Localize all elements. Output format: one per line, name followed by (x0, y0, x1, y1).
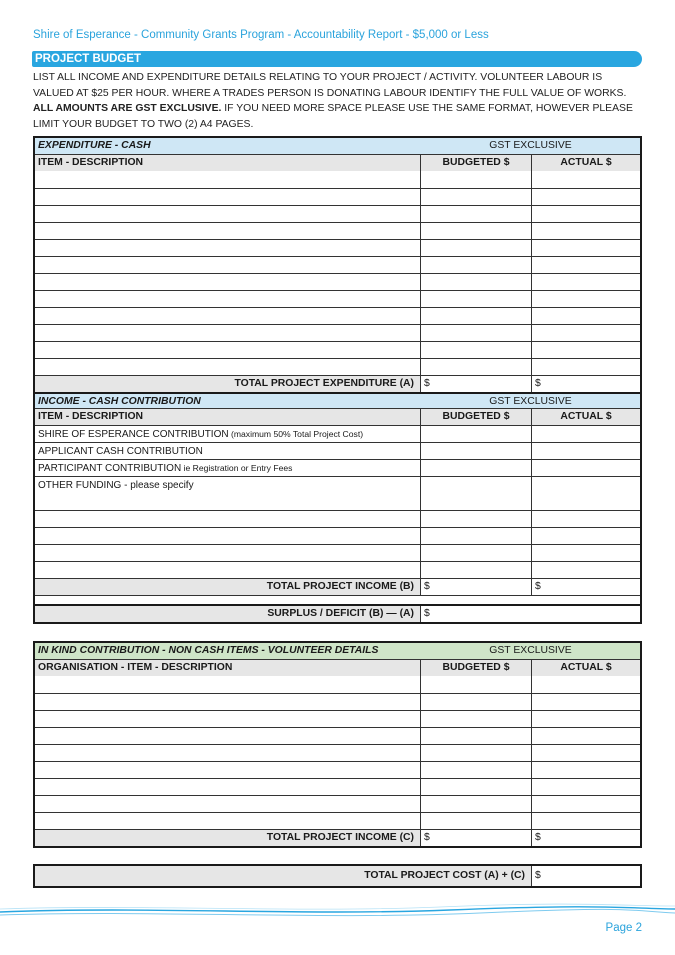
item-cell[interactable] (35, 223, 421, 239)
expenditure-total-budgeted[interactable]: $ (421, 376, 532, 392)
item-cell[interactable] (35, 171, 421, 188)
col-budgeted: BUDGETED $ (421, 660, 532, 676)
page-number: Page 2 (605, 922, 642, 934)
item-cell[interactable] (35, 493, 421, 510)
actual-cell[interactable] (532, 779, 640, 795)
income-item-label (35, 426, 421, 442)
inkind-row (35, 778, 640, 795)
expenditure-row (35, 290, 640, 307)
budgeted-cell[interactable] (421, 711, 532, 727)
inkind-total-row (35, 829, 640, 846)
budgeted-cell[interactable] (421, 240, 532, 256)
expenditure-row (35, 188, 640, 205)
income-row (35, 476, 640, 493)
inkind-column-header (35, 659, 640, 676)
expenditure-row (35, 358, 640, 375)
instructions-part2: IF YOU NEED MORE SPACE PLEASE USE THE SAME FORMAT, HOWEVER PLEASE LIMIT YOUR BUDGET TO TWO (2) A4 PAGES. (33, 103, 633, 130)
inkind-title-row (35, 643, 640, 659)
item-cell[interactable] (35, 511, 421, 527)
income-column-header (35, 408, 640, 425)
actual-cell[interactable] (532, 325, 640, 341)
budgeted-cell[interactable] (421, 426, 532, 442)
budgeted-cell[interactable] (421, 493, 532, 510)
inkind-row (35, 727, 640, 744)
income-row (35, 425, 640, 442)
expenditure-total-actual[interactable]: $ (532, 376, 640, 392)
instructions-bold: ALL AMOUNTS ARE GST EXCLUSIVE. (33, 103, 222, 114)
budgeted-cell[interactable] (421, 728, 532, 744)
inkind-row (35, 710, 640, 727)
actual-cell[interactable] (532, 426, 640, 442)
document-header: Shire of Esperance - Community Grants Program - Accountability Report - $5,000 or Less (33, 29, 489, 41)
budgeted-cell[interactable] (421, 291, 532, 307)
income-item-label (35, 443, 421, 459)
budgeted-cell[interactable] (421, 460, 532, 476)
total-cost-value[interactable]: $ (532, 866, 640, 886)
actual-cell[interactable] (532, 274, 640, 290)
gst-label: GST EXCLUSIVE (489, 396, 572, 407)
budgeted-cell[interactable] (421, 325, 532, 341)
item-cell[interactable] (35, 745, 421, 761)
item-cell[interactable] (35, 796, 421, 812)
spacer-row (35, 595, 640, 604)
income-row (35, 493, 640, 510)
inkind-row (35, 761, 640, 778)
actual-cell[interactable] (532, 694, 640, 710)
item-cell[interactable] (35, 545, 421, 561)
section-title: PROJECT BUDGET (32, 51, 642, 67)
gst-label: GST EXCLUSIVE (489, 140, 572, 151)
item-cell[interactable] (35, 813, 421, 829)
expenditure-row (35, 205, 640, 222)
budgeted-cell[interactable] (421, 189, 532, 205)
item-cell[interactable] (35, 728, 421, 744)
budgeted-cell[interactable] (421, 676, 532, 693)
surplus-row (35, 604, 640, 622)
actual-cell[interactable] (532, 443, 640, 459)
actual-cell[interactable] (532, 359, 640, 375)
actual-cell[interactable] (532, 493, 640, 510)
col-item: ITEM - DESCRIPTION (35, 155, 421, 171)
instructions-part1: LIST ALL INCOME AND EXPENDITURE DETAILS RELATING TO YOUR PROJECT / ACTIVITY. VOLUNTEER LABOUR IS VALUED AT $25 PER HOUR. WHERE A TRADES PERSON IS DONATING LABOUR IDENTIFY THE FULL VALUE OF WORKS. (33, 72, 627, 99)
actual-cell[interactable] (532, 460, 640, 476)
actual-cell[interactable] (532, 528, 640, 544)
budgeted-cell[interactable] (421, 528, 532, 544)
decorative-waves (0, 900, 675, 924)
item-cell[interactable] (35, 274, 421, 290)
expenditure-row (35, 324, 640, 341)
expenditure-column-header (35, 154, 640, 171)
inkind-row (35, 795, 640, 812)
income-title: INCOME - CASH CONTRIBUTION (38, 396, 201, 407)
actual-cell[interactable] (532, 676, 640, 693)
col-actual: ACTUAL $ (560, 411, 612, 422)
expenditure-row (35, 222, 640, 239)
item-cell[interactable] (35, 325, 421, 341)
income-item-main: APPLICANT CASH CONTRIBUTION (38, 446, 203, 457)
actual-cell[interactable] (532, 291, 640, 307)
income-row (35, 544, 640, 561)
budgeted-cell[interactable] (421, 545, 532, 561)
inkind-row (35, 676, 640, 693)
item-cell[interactable] (35, 342, 421, 358)
income-total-label: TOTAL PROJECT INCOME (B) (35, 579, 421, 595)
actual-cell[interactable] (532, 728, 640, 744)
budgeted-cell[interactable] (421, 257, 532, 273)
budgeted-cell[interactable] (421, 206, 532, 222)
inkind-total-budgeted[interactable]: $ (421, 830, 532, 846)
inkind-row (35, 693, 640, 710)
actual-cell[interactable] (532, 745, 640, 761)
col-actual: ACTUAL $ (560, 157, 612, 168)
actual-cell[interactable] (532, 240, 640, 256)
expenditure-total-row (35, 375, 640, 392)
actual-cell[interactable] (532, 171, 640, 188)
actual-cell[interactable] (532, 308, 640, 324)
item-cell[interactable] (35, 779, 421, 795)
item-cell[interactable] (35, 291, 421, 307)
income-total-actual[interactable]: $ (532, 579, 640, 595)
budgeted-cell[interactable] (421, 562, 532, 578)
inkind-row (35, 812, 640, 829)
budgeted-cell[interactable] (421, 171, 532, 188)
budgeted-cell[interactable] (421, 342, 532, 358)
income-title-row (35, 392, 640, 408)
item-cell[interactable] (35, 308, 421, 324)
item-cell[interactable] (35, 711, 421, 727)
item-cell[interactable] (35, 562, 421, 578)
total-cost-label: TOTAL PROJECT COST (A) + (C) (35, 866, 532, 886)
income-row (35, 442, 640, 459)
expenditure-row (35, 273, 640, 290)
actual-cell[interactable] (532, 189, 640, 205)
budgeted-cell[interactable] (421, 796, 532, 812)
total-project-cost (33, 864, 642, 888)
budgeted-cell[interactable] (421, 274, 532, 290)
surplus-value[interactable]: $ (421, 606, 640, 622)
income-row (35, 459, 640, 476)
income-total-budgeted[interactable]: $ (421, 579, 532, 595)
inkind-row (35, 744, 640, 761)
item-cell[interactable] (35, 359, 421, 375)
budgeted-cell[interactable] (421, 762, 532, 778)
item-cell[interactable] (35, 528, 421, 544)
actual-cell[interactable] (532, 206, 640, 222)
inkind-total-actual[interactable]: $ (532, 830, 640, 846)
col-item: ITEM - DESCRIPTION (35, 409, 421, 425)
expenditure-row (35, 307, 640, 324)
actual-cell[interactable] (532, 562, 640, 578)
actual-cell[interactable] (532, 796, 640, 812)
budgeted-cell[interactable] (421, 477, 532, 493)
actual-cell[interactable] (532, 342, 640, 358)
expenditure-row (35, 256, 640, 273)
actual-cell[interactable] (532, 711, 640, 727)
expenditure-title-row (35, 138, 640, 154)
expenditure-row (35, 239, 640, 256)
expenditure-title: EXPENDITURE - CASH (38, 140, 151, 151)
income-row (35, 510, 640, 527)
budgeted-cell[interactable] (421, 511, 532, 527)
budgeted-cell[interactable] (421, 308, 532, 324)
actual-cell[interactable] (532, 813, 640, 829)
actual-cell[interactable] (532, 511, 640, 527)
item-cell[interactable] (35, 762, 421, 778)
income-item-main: OTHER FUNDING - please specify (38, 480, 194, 491)
income-item-note: (maximum 50% Total Project Cost) (228, 429, 364, 439)
col-budgeted: BUDGETED $ (421, 155, 532, 171)
surplus-label: SURPLUS / DEFICIT (B) — (A) (35, 606, 421, 622)
actual-cell[interactable] (532, 545, 640, 561)
income-total-row (35, 578, 640, 595)
budgeted-cell[interactable] (421, 745, 532, 761)
income-row (35, 527, 640, 544)
income-item-note: ie Registration or Entry Fees (181, 463, 293, 473)
budgeted-cell[interactable] (421, 813, 532, 829)
budgeted-cell[interactable] (421, 779, 532, 795)
inkind-total-label: TOTAL PROJECT INCOME (C) (35, 830, 421, 846)
instructions-text (33, 70, 645, 132)
item-cell[interactable] (35, 206, 421, 222)
actual-cell[interactable] (532, 257, 640, 273)
income-item-label (35, 477, 421, 493)
income-row (35, 561, 640, 578)
budgeted-cell[interactable] (421, 694, 532, 710)
income-item-main: PARTICIPANT CONTRIBUTION (38, 463, 182, 474)
inkind-title: IN KIND CONTRIBUTION - NON CASH ITEMS - VOLUNTEER DETAILS (38, 645, 379, 656)
item-cell[interactable] (35, 240, 421, 256)
item-cell[interactable] (35, 189, 421, 205)
col-org-item: ORGANISATION - ITEM - DESCRIPTION (35, 660, 421, 676)
budgeted-cell[interactable] (421, 443, 532, 459)
actual-cell[interactable] (532, 477, 640, 493)
col-budgeted: BUDGETED $ (421, 409, 532, 425)
budgeted-cell[interactable] (421, 223, 532, 239)
income-item-label (35, 460, 421, 476)
income-item-main: SHIRE OF ESPERANCE CONTRIBUTION (38, 429, 229, 440)
expenditure-row (35, 171, 640, 188)
budget-table (33, 136, 642, 624)
item-cell[interactable] (35, 676, 421, 693)
expenditure-row (35, 341, 640, 358)
inkind-table (33, 641, 642, 848)
col-actual: ACTUAL $ (560, 662, 612, 673)
actual-cell[interactable] (532, 762, 640, 778)
expenditure-total-label: TOTAL PROJECT EXPENDITURE (A) (35, 376, 421, 392)
item-cell[interactable] (35, 694, 421, 710)
gst-label: GST EXCLUSIVE (489, 645, 572, 656)
item-cell[interactable] (35, 257, 421, 273)
actual-cell[interactable] (532, 223, 640, 239)
budgeted-cell[interactable] (421, 359, 532, 375)
